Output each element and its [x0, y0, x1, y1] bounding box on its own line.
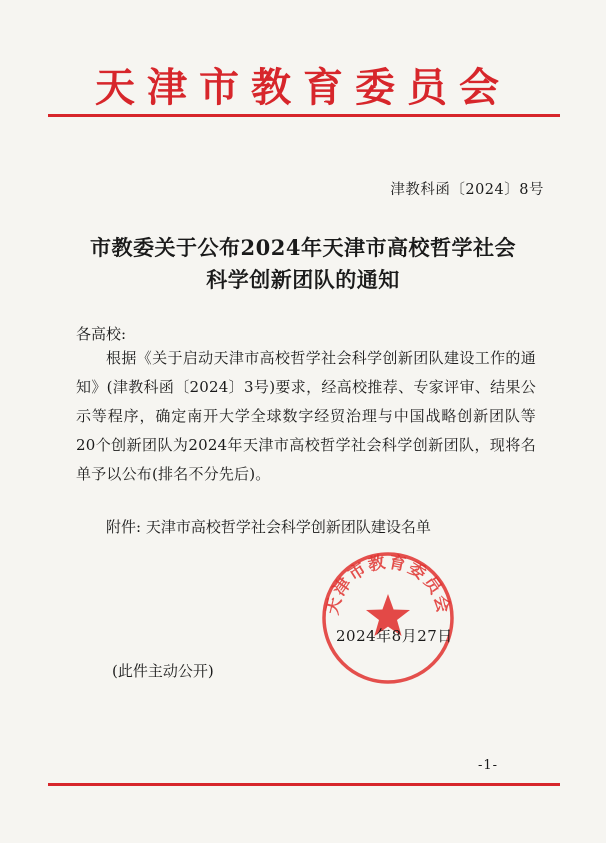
- page-number: -1-: [478, 758, 499, 773]
- document-title-line-1: 市教委关于公布2024年天津市高校哲学社会: [90, 235, 516, 260]
- agency-header: 天津市教育委员会: [95, 64, 511, 111]
- document-date: 2024年8月27日: [336, 627, 453, 645]
- attachment-line: 附件: 天津市高校哲学社会科学创新团队建设名单: [106, 518, 431, 536]
- document-number: 津教科函〔2024〕8号: [390, 182, 544, 198]
- seal-text: 天津市教育委员会: [322, 552, 454, 617]
- body-paragraph: 根据《关于启动天津市高校哲学社会科学创新团队建设工作的通知》(津教科函〔2024〕3号)要求，经高校推荐、专家评审、结果公示等程序，确定南开大学全球数字经贸治理与中国战略创新团队等20个创新团队为2024年天津市高校哲学社会科学创新团队，现将名单予以公布(排名不分先后)。: [76, 349, 536, 483]
- official-seal: [318, 548, 458, 688]
- footer-red-rule: [48, 783, 560, 786]
- document-title: [60, 232, 546, 296]
- document-title-line-2: 科学创新团队的通知: [206, 267, 400, 292]
- salutation: 各高校:: [76, 325, 127, 343]
- public-disclosure-note: (此件主动公开): [112, 662, 214, 680]
- header-red-rule: [48, 114, 560, 117]
